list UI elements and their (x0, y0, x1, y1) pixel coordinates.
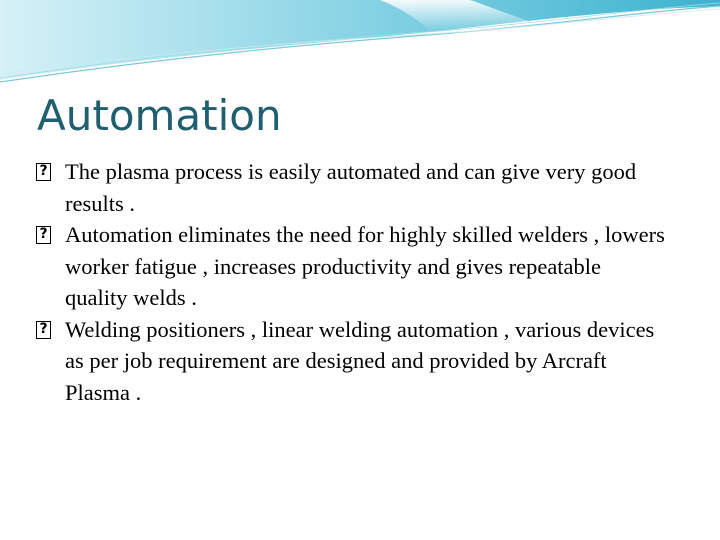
bullet-item (36, 314, 666, 409)
bullet-text: Welding positioners , linear welding automation , various devices as per job requirement are designed and provided by Arcraft Plasma . (65, 316, 655, 405)
bullet-text: The plasma process is easily automated and can give very good results . (65, 159, 637, 216)
bullet-text: Automation eliminates the need for highly skilled welders , lowers worker fatigue , increases productivity and gives repeatable quality welds . (65, 222, 665, 310)
slide-title: Automation (37, 91, 282, 140)
bullet-item (36, 219, 666, 314)
bullet-glyph-icon: ? (36, 163, 51, 181)
bullet-glyph-icon: ? (36, 226, 51, 244)
bullet-item (36, 156, 666, 219)
bullet-list (36, 156, 666, 408)
header-wave-decoration (0, 0, 720, 90)
bullet-glyph-icon: ? (36, 321, 51, 339)
